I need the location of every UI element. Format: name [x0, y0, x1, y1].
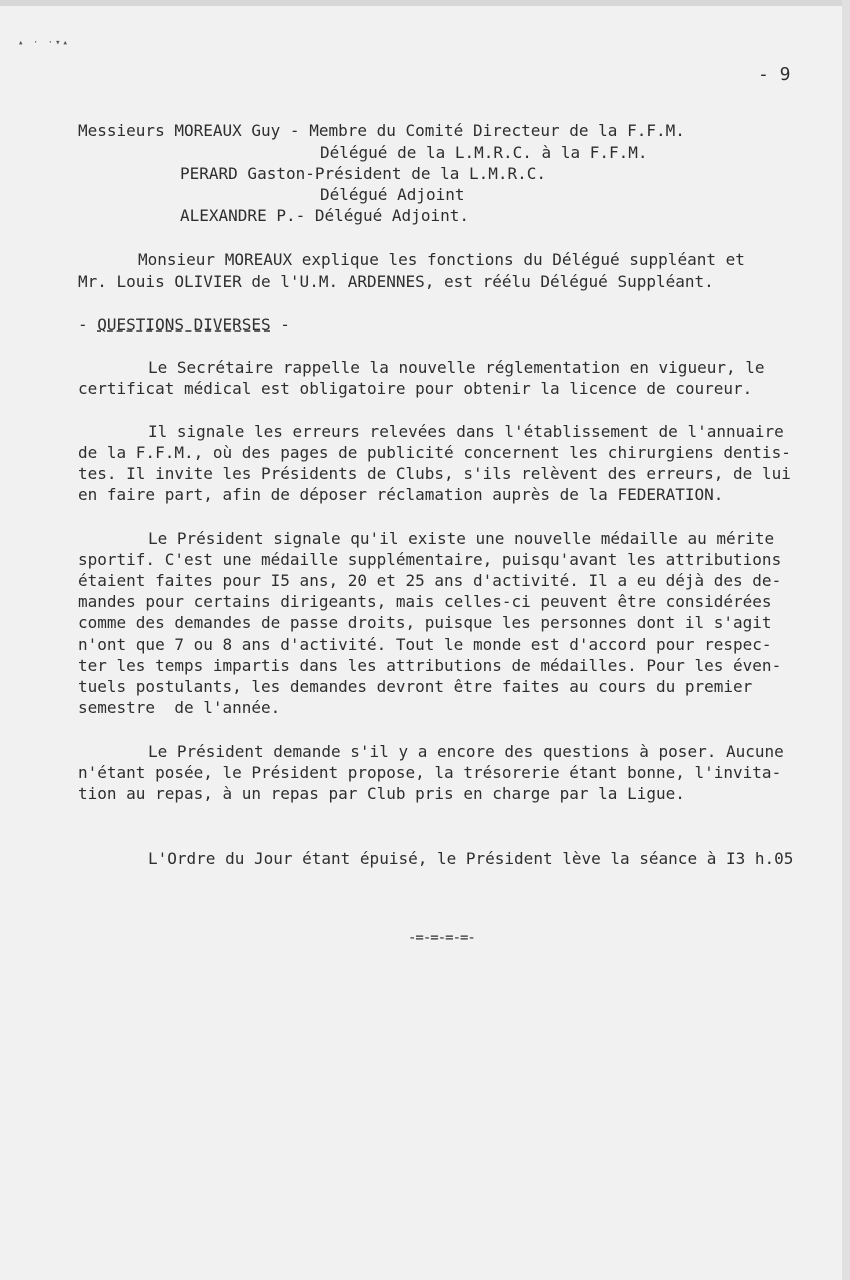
para-medaille-line-5: comme des demandes de passe droits, puisque les personnes dont il s'agit: [78, 613, 772, 632]
members-line-1: Messieurs MOREAUX Guy - Membre du Comité Directeur de la F.F.M.: [78, 121, 685, 140]
para-medaille-line-2: sportif. C'est une médaille supplémentaire, puisqu'avant les attributions: [78, 550, 782, 569]
para-medaille-line-8: tuels postulants, les demandes devront être faites au cours du premier: [78, 677, 753, 696]
closing-rule: -=-=-=-=-: [408, 930, 475, 946]
para-medaille-line-6: n'ont que 7 ou 8 ans d'activité. Tout le monde est d'accord pour respec-: [78, 635, 772, 654]
section-heading-suffix: -: [270, 315, 290, 334]
para-medaille-line-1: Le Président signale qu'il existe une nouvelle médaille au mérite: [148, 529, 775, 548]
section-heading-prefix: -: [78, 315, 98, 334]
paper-top-edge: [0, 0, 850, 6]
para-medaille-line-7: ter les temps impartis dans les attributions de médailles. Pour les éven-: [78, 656, 782, 675]
page-number: - 9: [758, 64, 791, 85]
para-questions-line-3: tion au repas, à un repas par Club pris en charge par la Ligue.: [78, 784, 685, 803]
members-line-4: Délégué Adjoint: [320, 185, 465, 204]
para-delegue-line-2: Mr. Louis OLIVIER de l'U.M. ARDENNES, est réélu Délégué Suppléant.: [78, 272, 714, 291]
para-annuaire-line-2: de la F.F.M., où des pages de publicité concernent les chirurgiens dentis-: [78, 443, 791, 462]
members-line-2: Délégué de la L.M.R.C. à la F.F.M.: [320, 143, 648, 162]
para-delegue-line-1: Monsieur MOREAUX explique les fonctions du Délégué suppléant et: [138, 250, 745, 269]
para-medaille-line-3: étaient faites pour I5 ans, 20 et 25 ans d'activité. Il a eu déjà des de-: [78, 571, 782, 590]
para-questions-line-1: Le Président demande s'il y a encore des questions à poser. Aucune: [148, 742, 784, 761]
para-medaille-line-9: semestre de l'année.: [78, 698, 281, 717]
para-cloture: L'Ordre du Jour étant épuisé, le Président lève la séance à I3 h.05: [148, 849, 794, 868]
section-heading: [78, 314, 290, 335]
para-annuaire-line-4: en faire part, afin de déposer réclamation auprès de la FEDERATION.: [78, 485, 724, 504]
para-annuaire-line-3: tes. Il invite les Présidents de Clubs, s'ils relèvent des erreurs, de lui: [78, 464, 791, 483]
para-certificat-line-1: Le Secrétaire rappelle la nouvelle réglementation en vigueur, le: [148, 358, 765, 377]
para-certificat-line-2: certificat médical est obligatoire pour obtenir la licence de coureur.: [78, 379, 753, 398]
para-questions-line-2: n'étant posée, le Président propose, la trésorerie étant bonne, l'invita-: [78, 763, 782, 782]
members-line-5: ALEXANDRE P.- Délégué Adjoint.: [180, 206, 469, 225]
members-line-3: PERARD Gaston-Président de la L.M.R.C.: [180, 164, 547, 183]
para-annuaire-line-1: Il signale les erreurs relevées dans l'établissement de l'annuaire: [148, 422, 784, 441]
section-heading-title: QUESTIONS DIVERSES: [97, 315, 271, 334]
paper-right-edge: [842, 0, 850, 1280]
para-medaille-line-4: mandes pour certains dirigeants, mais celles-ci peuvent être considérées: [78, 592, 772, 611]
paper-specks: ▴ · ·▾▴: [18, 38, 70, 48]
